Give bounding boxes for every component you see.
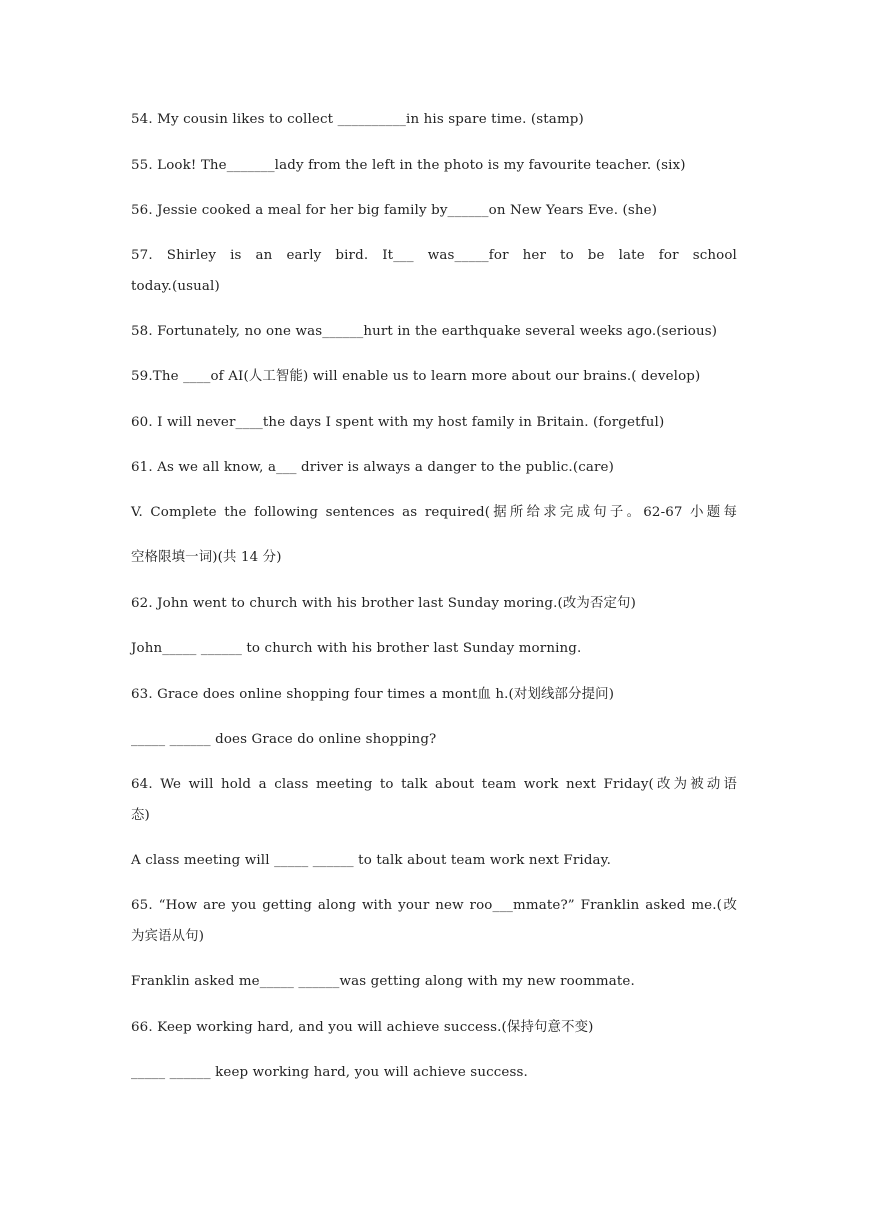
answer-65: Franklin asked me_____ ______was getting along with my new roommate.: [131, 974, 635, 989]
answer-64: A class meeting will _____ ______ to talk about team work next Friday.: [131, 853, 612, 868]
answer-63: _____ ______ does Grace do online shopping?: [131, 732, 437, 747]
question-65: 65. “How are you getting along with your new roo___mmate?” Franklin asked me.(改: [131, 898, 737, 913]
question-64: 64. We will hold a class meeting to talk about team work next Friday(改为被动语: [131, 777, 737, 792]
question-59: 59.The ____of AI(人工智能) will enable us to learn more about our brains.( develop): [131, 369, 701, 384]
question-56: 56. Jessie cooked a meal for her big family by______on New Years Eve. (she): [131, 203, 658, 218]
question-65-continued: 为宾语从句): [131, 929, 205, 944]
answer-62: John_____ ______ to church with his brother last Sunday morning.: [131, 641, 582, 656]
question-61: 61. As we all know, a___ driver is always a danger to the public.(care): [131, 460, 614, 475]
question-54: 54. My cousin likes to collect __________in his spare time. (stamp): [131, 112, 584, 127]
question-66: 66. Keep working hard, and you will achieve success.(保持句意不变): [131, 1020, 594, 1035]
question-58: 58. Fortunately, no one was______hurt in the earthquake several weeks ago.(serious): [131, 324, 718, 339]
question-60: 60. I will never____the days I spent with my host family in Britain. (forgetful): [131, 415, 665, 430]
section-v-heading-continued: 空格限填一词)(共 14 分): [131, 550, 282, 565]
question-64-continued: 态): [131, 808, 150, 823]
question-55: 55. Look! The_______lady from the left in the photo is my favourite teacher. (six): [131, 158, 686, 173]
question-57-continued: today.(usual): [131, 279, 220, 294]
answer-66: _____ ______ keep working hard, you will achieve success.: [131, 1065, 528, 1080]
question-57: 57. Shirley is an early bird. It___ was_____for her to be late for school: [131, 248, 737, 263]
section-v-heading: V. Complete the following sentences as required(据所给求完成句子。62-67 小题每: [131, 505, 737, 520]
question-62: 62. John went to church with his brother last Sunday moring.(改为否定句): [131, 596, 636, 611]
question-63: 63. Grace does online shopping four times a mont血 h.(对划线部分提问): [131, 687, 615, 702]
